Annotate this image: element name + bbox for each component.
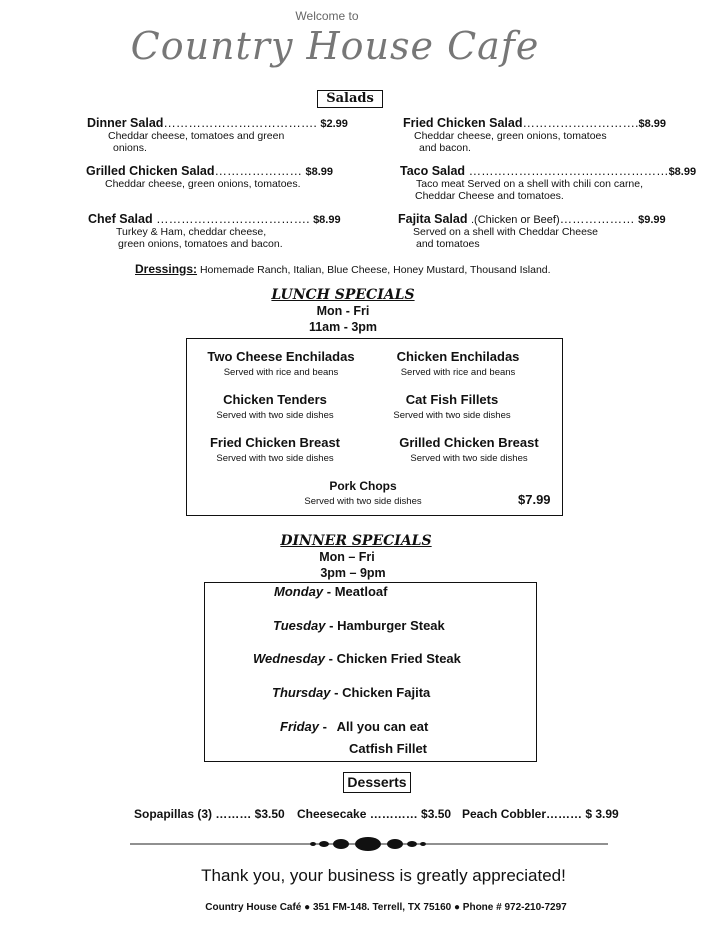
salad-desc: Cheddar cheese, tomatoes and green: [108, 130, 285, 142]
brand-logo-text: Country House Cafe: [130, 24, 540, 68]
dessert-item: Sopapillas (3) ……… $3.50: [134, 807, 285, 821]
salad-item-taco: [400, 164, 696, 202]
salad-name: Fried Chicken Salad: [403, 116, 523, 130]
salad-desc: onions.: [113, 142, 147, 154]
dinner-dish: Meatloaf: [334, 584, 388, 599]
lunch-item-desc: Served with two side dishes: [216, 410, 334, 421]
lunch-price: $7.99: [518, 492, 551, 507]
dessert-item: Peach Cobbler……… $ 3.99: [462, 807, 619, 821]
dinner-sep: -: [334, 685, 339, 700]
dinner-days: Mon – Fri: [319, 550, 375, 564]
thank-you-message: Thank you, your business is greatly appreciated!: [201, 866, 566, 885]
lunch-item-name: Cat Fish Fillets: [405, 392, 499, 407]
lunch-item-desc: Served with rice and beans: [223, 367, 339, 378]
dinner-sep: -: [329, 618, 334, 633]
salad-item-grilled-chicken: [86, 164, 333, 190]
lunch-item-desc: Served with two side dishes: [393, 410, 511, 421]
leader-dots: ……………………………….: [156, 212, 310, 226]
lunch-specials-box: [186, 338, 563, 516]
lunch-specials-heading: LUNCH SPECIALS: [271, 287, 415, 303]
lunch-item-name: Chicken Tenders: [223, 392, 327, 407]
lunch-item: [371, 349, 545, 378]
salad-name: Chef Salad: [88, 212, 153, 226]
lunch-item-name: Chicken Enchiladas: [396, 349, 520, 364]
lunch-item: [193, 349, 369, 378]
salad-price: $8.99: [668, 166, 697, 178]
salad-price: $8.99: [313, 214, 341, 226]
lunch-item-desc: Served with two side dishes: [216, 453, 334, 464]
salad-desc: Taco meat Served on a shell with chili con carne,: [416, 178, 644, 190]
salad-desc: Cheddar Cheese and tomatoes.: [415, 190, 564, 202]
salads-heading: Salads: [317, 90, 383, 108]
leader-dots: …………………………………………: [468, 164, 669, 178]
lunch-item-name: Pork Chops: [329, 479, 397, 493]
salad-item-fried-chicken: [403, 116, 666, 154]
salad-price: $8.99: [305, 166, 334, 178]
lunch-item: [287, 479, 439, 507]
footer-contact: Country House Café ● 351 FM-148. Terrell, TX 75160 ● Phone # 972-210-7297: [205, 902, 567, 913]
salad-name: Grilled Chicken Salad: [86, 164, 215, 178]
dinner-row-thursday: [272, 685, 430, 700]
lunch-item-desc: Served with rice and beans: [400, 367, 516, 378]
dinner-specials-box: [204, 582, 537, 762]
salad-desc: and tomatoes: [416, 238, 480, 250]
salad-name: Taco Salad: [400, 164, 466, 178]
salad-desc: Cheddar cheese, green onions, tomatoes: [414, 130, 607, 142]
leader-dots: ………………: [559, 212, 635, 226]
dinner-day: Monday: [274, 584, 324, 599]
lunch-item-name: Two Cheese Enchiladas: [207, 349, 355, 364]
dinner-sep: -: [322, 719, 327, 734]
leader-dots: ……………………….: [522, 116, 639, 130]
dinner-sep: -: [328, 651, 333, 666]
dinner-day: Tuesday: [273, 618, 326, 633]
dinner-day: Wednesday: [253, 651, 326, 666]
dinner-dish: Hamburger Steak: [337, 618, 445, 633]
salad-desc: and bacon.: [419, 142, 471, 154]
salad-item-dinner: [87, 116, 348, 154]
salad-item-fajita: [398, 212, 666, 250]
lunch-item-desc: Served with two side dishes: [410, 453, 528, 464]
lunch-item: [379, 435, 559, 464]
dinner-dish: All you can eat: [336, 719, 429, 734]
dessert-item: Cheesecake ………… $3.50: [297, 807, 452, 821]
dinner-row-monday: [274, 584, 387, 599]
dinner-row-tuesday: [273, 618, 445, 633]
salad-item-chef: [88, 212, 341, 250]
salad-name: Fajita Salad: [398, 212, 468, 226]
leader-dots: ……………………………….: [163, 116, 317, 130]
dinner-specials-heading: DINNER SPECIALS: [280, 533, 432, 549]
dinner-sep: -: [326, 584, 332, 599]
dinner-day: Thursday: [272, 685, 331, 700]
desserts-heading: Desserts: [343, 772, 411, 793]
salad-desc: Served on a shell with Cheddar Cheese: [413, 226, 599, 238]
lunch-hours: 11am - 3pm: [308, 320, 378, 334]
welcome-text: Welcome to: [295, 9, 359, 23]
lunch-days: Mon - Fri: [316, 304, 370, 318]
lunch-item: [187, 435, 363, 464]
dinner-dish-line2: Catfish Fillet: [349, 741, 428, 756]
leader-dots: …………………: [214, 164, 303, 178]
dinner-row-wednesday: [253, 651, 461, 666]
salad-price: $8.99: [638, 118, 666, 130]
dressings-text: Homemade Ranch, Italian, Blue Cheese, Honey Mustard, Thousand Island.: [199, 264, 551, 276]
dinner-hours: 3pm – 9pm: [320, 566, 386, 580]
lunch-item-name: Fried Chicken Breast: [209, 435, 341, 450]
salad-desc: Cheddar cheese, green onions, tomatoes.: [105, 178, 301, 190]
salad-desc: Turkey & Ham, cheddar cheese,: [116, 226, 267, 238]
dinner-row-friday: [280, 719, 428, 734]
salad-note: .(Chicken or Beef): [470, 214, 560, 226]
salad-name: Dinner Salad: [87, 116, 164, 130]
dinner-day: Friday: [280, 719, 320, 734]
dressings-line: [135, 262, 551, 276]
ornamental-divider: [130, 834, 608, 854]
dressings-label: Dressings:: [135, 262, 198, 276]
dinner-dish: Chicken Fajita: [342, 685, 431, 700]
lunch-item: [187, 392, 363, 421]
lunch-item-name: Grilled Chicken Breast: [399, 435, 539, 450]
salad-price: $9.99: [638, 214, 666, 226]
salad-price: $2.99: [320, 118, 348, 130]
lunch-item: [365, 392, 539, 421]
salad-desc: green onions, tomatoes and bacon.: [118, 238, 283, 250]
dinner-dish: Chicken Fried Steak: [336, 651, 461, 666]
lunch-item-desc: Served with two side dishes: [304, 496, 422, 507]
